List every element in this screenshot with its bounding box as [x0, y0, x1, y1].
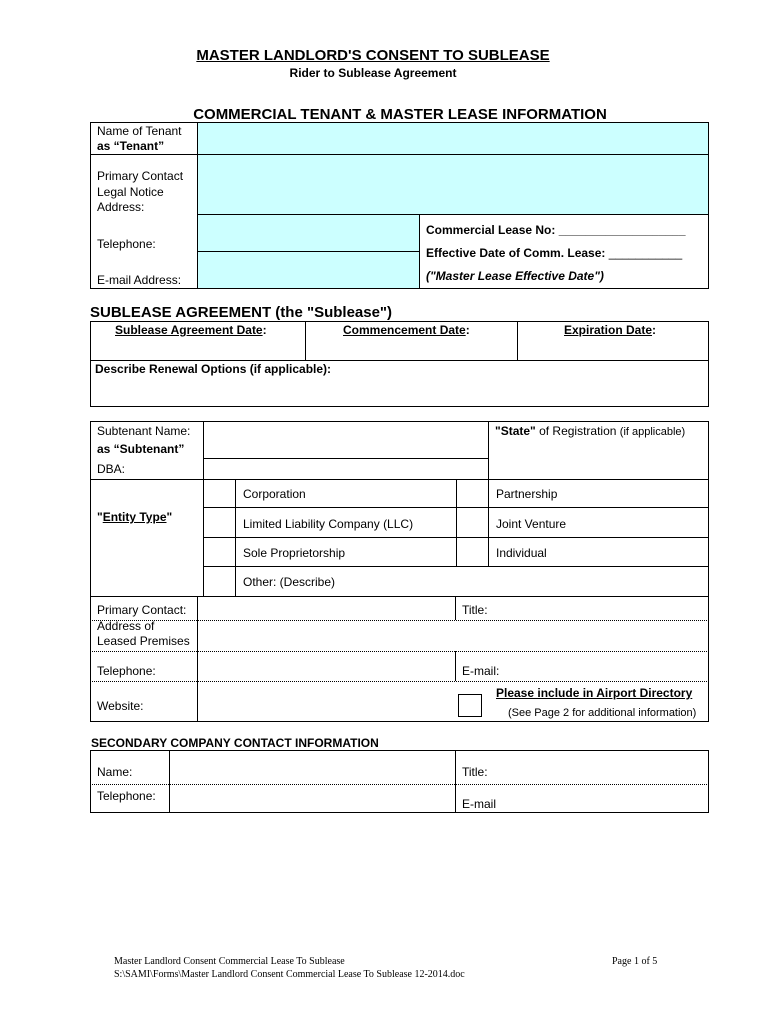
footer-file-path: S:\SAMI\Forms\Master Landlord Consent Commercial Lease To Sublease 12-2014.doc [114, 969, 465, 980]
of-registration-text: of Registration [535, 424, 620, 438]
commencement-date-field[interactable] [306, 336, 517, 360]
other-checkbox[interactable] [204, 567, 235, 596]
agreement-date-colon: : [262, 323, 267, 337]
llc-checkbox[interactable] [204, 508, 235, 537]
dba-field[interactable] [204, 459, 488, 479]
see-page-note: (See Page 2 for additional information) [508, 707, 697, 719]
entity-quote-close: " [166, 510, 173, 524]
subtenant-telephone-label: Telephone: [97, 664, 156, 678]
primary-contact-label: Primary Contact [97, 169, 184, 183]
secondary-name-field[interactable] [170, 751, 455, 784]
address-of-label: Address of [97, 619, 155, 633]
joint-venture-label: Joint Venture [496, 517, 567, 531]
tenant-email-label: E-mail Address: [97, 273, 182, 287]
tenant-section-heading: COMMERCIAL TENANT & MASTER LEASE INFORMATION [193, 106, 607, 123]
expiration-date-label [564, 323, 656, 337]
airport-directory-label: Please include in Airport Directory [496, 686, 693, 700]
secondary-name-label: Name: [97, 765, 133, 779]
entity-quote-open: " [97, 510, 103, 524]
subtenant-title-label: Title: [462, 603, 488, 617]
sublease-agreement-date-label [115, 323, 267, 337]
subtenant-primary-contact-field[interactable] [198, 597, 455, 620]
individual-checkbox[interactable] [457, 538, 488, 566]
leased-premises-label: Leased Premises [97, 634, 190, 648]
subtenant-title-field[interactable] [492, 597, 708, 620]
tenant-email-field[interactable] [198, 252, 419, 288]
expiration-date-text: Expiration Date [564, 323, 653, 337]
as-tenant-label: as “Tenant” [97, 139, 165, 153]
secondary-title-field[interactable] [492, 751, 708, 784]
effective-date-line [426, 246, 682, 260]
expiration-date-colon: : [652, 323, 657, 337]
secondary-email-field[interactable] [500, 785, 708, 812]
master-lease-effective-note: ("Master Lease Effective Date") [426, 269, 604, 283]
secondary-telephone-label: Telephone: [97, 789, 156, 803]
partnership-label: Partnership [496, 487, 558, 501]
other-label: Other: (Describe) [243, 575, 336, 589]
tenant-address-field[interactable] [198, 155, 708, 214]
leased-premises-address-field[interactable] [198, 621, 708, 651]
renewal-options-label: Describe Renewal Options (if applicable): [95, 362, 332, 376]
commencement-date-label [343, 323, 470, 337]
effective-date-label: Effective Date of Comm. Lease: [426, 246, 606, 260]
secondary-email-label: E-mail [462, 797, 497, 811]
sublease-agreement-date-field[interactable] [91, 336, 305, 360]
tenant-name-field[interactable] [198, 123, 708, 154]
website-field[interactable] [198, 682, 453, 721]
document-subtitle: Rider to Sublease Agreement [289, 66, 457, 80]
expiration-date-field[interactable] [518, 336, 708, 360]
state-quoted-text: "State" [495, 424, 536, 438]
subtenant-name-field[interactable] [204, 422, 488, 458]
title-text: MASTER LANDLORD'S CONSENT TO SUBLEASE [196, 47, 550, 64]
subtenant-primary-contact-label: Primary Contact: [97, 603, 187, 617]
subtenant-name-label: Subtenant Name: [97, 424, 191, 438]
sole-proprietorship-checkbox[interactable] [204, 538, 235, 566]
state-of-registration-field[interactable] [489, 440, 708, 479]
commencement-date-colon: : [465, 323, 470, 337]
website-label: Website: [97, 699, 144, 713]
individual-label: Individual [496, 546, 547, 560]
effective-date-blank: ___________ [608, 246, 683, 260]
as-subtenant-label: as “Subtenant” [97, 442, 185, 456]
tenant-telephone-field[interactable] [198, 214, 419, 251]
commencement-date-text: Commencement Date [343, 323, 466, 337]
subtenant-telephone-field[interactable] [198, 652, 455, 681]
legal-notice-label: Legal Notice [97, 185, 164, 199]
document-title [0, 47, 746, 65]
agreement-date-text: Sublease Agreement Date [115, 323, 263, 337]
state-registration-label [495, 424, 685, 439]
footer-page-number: Page 1 of 5 [612, 956, 658, 967]
secondary-telephone-field[interactable] [170, 785, 455, 812]
renewal-options-field[interactable] [91, 378, 708, 406]
entity-type-text: Entity Type [102, 510, 167, 524]
address-label: Address: [97, 200, 145, 214]
footer-document-name: Master Landlord Consent Commercial Lease To Sublease [114, 956, 345, 967]
tenant-telephone-label: Telephone: [97, 237, 156, 251]
subtenant-email-field[interactable] [505, 652, 708, 681]
entity-type-label [97, 510, 172, 524]
if-applicable-text: (if applicable) [619, 426, 686, 438]
sublease-section-heading: SUBLEASE AGREEMENT (the "Sublease") [90, 304, 393, 321]
secondary-title-label: Title: [462, 765, 488, 779]
joint-venture-checkbox[interactable] [457, 508, 488, 537]
llc-label: Limited Liability Company (LLC) [243, 517, 414, 531]
sole-proprietorship-label: Sole Proprietorship [243, 546, 346, 560]
partnership-checkbox[interactable] [457, 480, 488, 507]
subtenant-email-label: E-mail: [462, 664, 500, 678]
tenant-name-label: Name of Tenant [97, 124, 182, 138]
secondary-contact-heading: SECONDARY COMPANY CONTACT INFORMATION [91, 736, 379, 750]
dba-label: DBA: [97, 462, 126, 476]
commercial-lease-no-label: Commercial Lease No: ___________________ [426, 223, 686, 237]
airport-directory-checkbox[interactable] [458, 694, 482, 717]
corporation-checkbox[interactable] [204, 480, 235, 507]
corporation-label: Corporation [243, 487, 306, 501]
